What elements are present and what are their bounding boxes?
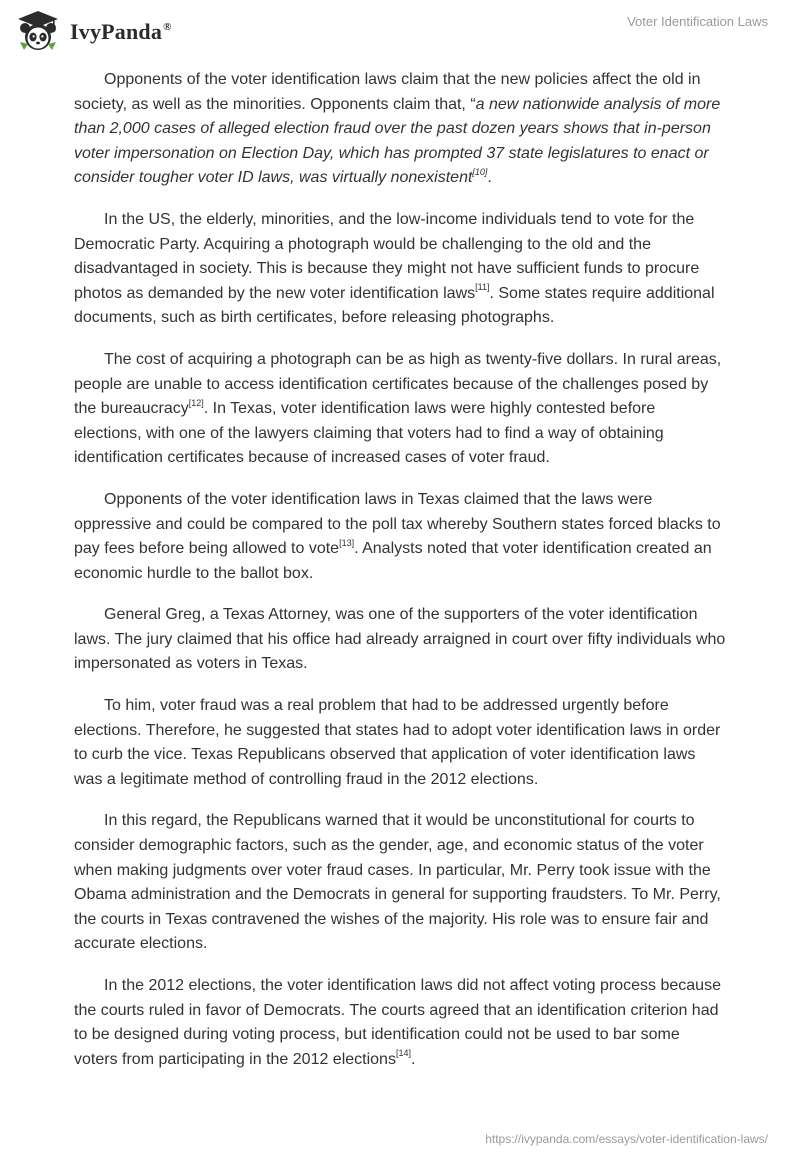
reference-12[interactable]: [12] bbox=[188, 397, 204, 408]
reference-11[interactable]: [11] bbox=[475, 282, 490, 293]
paragraph-1: Opponents of the voter identification laws claim that the new policies affect the old in society, as well as the minorities. Opponents claim that, “a new nationwide analysis of more than 2,000 cases of alleged election fraud over the past dozen years shows that in-person voter impersonation on Election Day, which has prompted 37 state legislatures to enact or consider tougher voter ID laws, was virtually nonexistent[10]. bbox=[74, 71, 721, 187]
brand-name: IvyPanda® bbox=[70, 19, 172, 44]
source-url[interactable]: https://ivypanda.com/essays/voter-identification-laws/ bbox=[485, 1132, 768, 1146]
paragraph-6: To him, voter fraud was a real problem that had to be addressed urgently before elections. Therefore, he suggested that states had to adopt voter identification laws in order to curb the vice. Texas Republicans observed that application of voter identification laws was a legitimate method of controlling fraud in the 2012 elections. bbox=[74, 697, 721, 788]
essay-body bbox=[74, 68, 726, 1089]
document-title: Voter Identification Laws bbox=[627, 14, 768, 29]
reference-13[interactable]: [13] bbox=[339, 537, 355, 548]
paragraph-3: The cost of acquiring a photograph can be as high as twenty-five dollars. In rural areas, people are unable to access identification certificates because of the challenges posed by the bureaucracy[12]. In Texas, voter identification laws were highly contested before elections, with one of the lawyers claiming that voters had to find a way of obtaining identification certificates because of increased cases of voter fraud. bbox=[74, 350, 722, 467]
ivypanda-logo[interactable] bbox=[16, 10, 172, 52]
paragraph-4: Opponents of the voter identification laws in Texas claimed that the laws were oppressive and could be compared to the poll tax whereby Southern states forced blacks to pay fees before being allowed to vote[13]. Analysts noted that voter identification created an economic hurdle to the ballot box. bbox=[74, 490, 721, 582]
panda-graduate-icon bbox=[16, 10, 60, 52]
registered-mark: ® bbox=[163, 21, 172, 33]
page-header bbox=[0, 0, 800, 66]
paragraph-5: General Greg, a Texas Attorney, was one of the supporters of the voter identification laws. The jury claimed that his office had already arraigned in court over fifty individuals who impersonated as voters in Texas. bbox=[74, 606, 726, 673]
reference-14[interactable]: [14] bbox=[395, 1048, 411, 1059]
paragraph-2: In the US, the elderly, minorities, and the low-income individuals tend to vote for the Democratic Party. Acquiring a photograph would be challenging to the old and the disadvantaged in society. This is because they might not have sufficient funds to procure photos as demanded by the new voter identification laws[11]. Some states require additional documents, such as birth certificates, before releasing photographs. bbox=[74, 210, 715, 327]
paragraph-8: In the 2012 elections, the voter identification laws did not affect voting process because the courts ruled in favor of Democrats. The courts agreed that an identification criterion had to be designed during voting process, but identification could not be used to bar some voters from participating in the 2012 elections[14]. bbox=[74, 977, 721, 1068]
quote-italic: a new nationwide analysis of more than 2,000 cases of alleged election fraud over the past dozen years shows that in-person voter impersonation on Election Day, which has prompted 37 state legislatures to enact or consider tougher voter ID laws, was virtually nonexistent bbox=[74, 95, 721, 187]
reference-10[interactable]: [10] bbox=[472, 167, 488, 178]
paragraph-7: In this regard, the Republicans warned that it would be unconstitutional for courts to consider demographic factors, such as the gender, age, and economic status of the voter when making judgments over voter fraud cases. In particular, Mr. Perry took issue with the Obama administration and the Democrats in general for supporting fraudsters. To Mr. Perry, the courts in Texas contravened the wishes of the majority. His role was to ensure fair and accurate elections. bbox=[74, 812, 721, 953]
